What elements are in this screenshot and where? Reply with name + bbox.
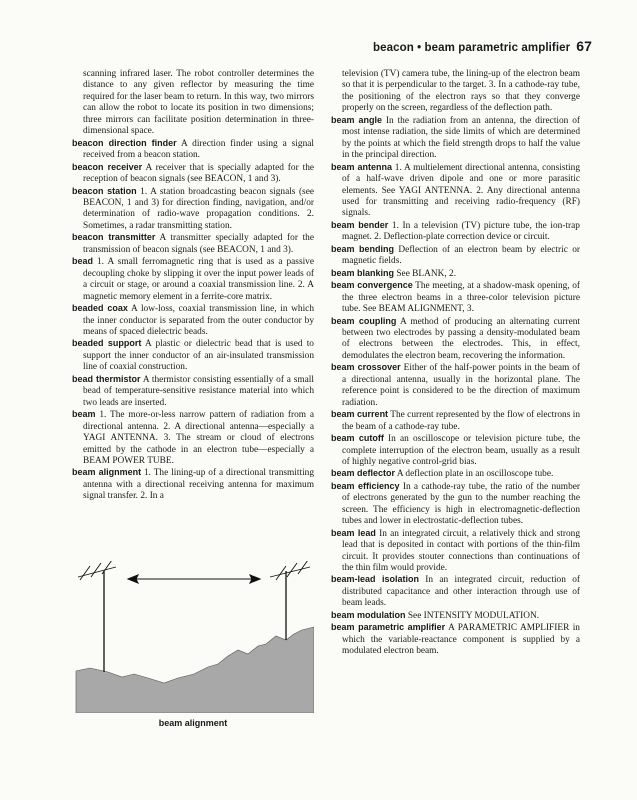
entry-term: bead: [72, 256, 94, 267]
entry-term: beacon direction finder: [72, 137, 177, 148]
beam-alignment-illustration: [72, 561, 314, 713]
glossary-entry: [331, 622, 580, 657]
entry-definition: television (TV) camera tube, the lining-up of the electron beam so that it is perpendicular to the target. 3. In a cathode-ray tube, the positioning of the electron rays so that they converge properly on the screen, regardless of the deflection path.: [342, 69, 580, 114]
right-antenna-elements: [270, 561, 310, 580]
entry-definition: 1. The lining-up of a directional transmitting antenna with a directional receiving antenna for maximum signal transfer. 2. In a: [83, 468, 315, 502]
entry-term: beacon transmitter: [72, 232, 156, 243]
entry-term: beam bender: [331, 219, 389, 230]
entry-definition: In an integrated circuit, a relatively thick and strong lead that is deposited in contact with portions of the thin-film circuit. It provides stouter connections than continuations of the thin film would provide.: [342, 528, 580, 574]
entry-definition: In an oscilloscope or television picture tube, the complete interruption of the electron beam, usually as a result of highly negative control-grid bias.: [342, 434, 580, 467]
entry-term: beam antenna: [331, 161, 392, 172]
header-title: beacon • beam parametric amplifier: [372, 42, 571, 54]
glossary-entry: [331, 162, 580, 220]
entry-term: beam convergence: [331, 280, 413, 291]
figure-caption: beam alignment: [158, 718, 228, 728]
glossary-entry: [331, 268, 580, 280]
left-antenna-elements: [78, 561, 116, 580]
entry-definition: See INTENSITY MODULATION.: [407, 610, 540, 621]
glossary-entry: [72, 256, 314, 303]
entry-term: beam-lead isolation: [331, 574, 419, 585]
entry-definition: Either of the half-power points in the beam of a directional antenna, usually in the horizontal plane. The reference point is considered to be the direction of maximum radiation.: [342, 363, 581, 408]
entry-term: beam crossover: [331, 362, 401, 373]
entry-definition: A deflection plate in an oscilloscope tube.: [396, 469, 554, 480]
entry-definition: A low-loss, coaxial transmission line, in which the inner conductor is separated from the outer conductor by means of spaced dielectric beads.: [83, 304, 315, 337]
entry-term: beam bending: [331, 243, 395, 254]
entry-definition: In the radiation from an antenna, the direction of most intense radiation, the side limits of which are determined by the points at which the field strength drops to half the value in the principal direction.: [342, 115, 580, 161]
glossary-entry: [72, 162, 314, 186]
entry-definition: A receiver that is specially adapted for the reception of beacon signals (see BEACON, 1 and 3).: [83, 162, 315, 185]
entry-definition: The meeting, at a shadow-mask opening, of the three electron beams in a three-color television picture tube. See BEAM ALIGNMENT, 3.: [342, 281, 580, 315]
entry-term: beam current: [331, 409, 389, 420]
glossary-entry: [331, 468, 580, 480]
entry-definition: See BLANK, 2.: [396, 268, 457, 279]
page-number: 67: [576, 38, 592, 54]
glossary-entry: [72, 338, 314, 373]
glossary-entry: [331, 409, 580, 433]
glossary-entry: [72, 186, 314, 233]
glossary-entry: [331, 316, 580, 363]
glossary-entry: [72, 467, 314, 502]
entry-definition: The current represented by the flow of electrons in the beam of a cathode-ray tube.: [342, 410, 580, 432]
glossary-entry: [72, 409, 314, 467]
entry-definition: A thermistor consisting essentially of a small bead of temperature-sensitive resistance material into which two leads are inserted.: [83, 374, 314, 408]
entry-definition: 1. The more-or-less narrow pattern of radiation from a directional antenna. 2. A directional antenna—especially a YAGI ANTENNA. 3. The stream or cloud of electrons emitted by the cathode in an electron tube—especially a BEAM POWER TUBE.: [83, 410, 314, 466]
entry-term: beacon station: [72, 185, 137, 196]
entry-term: beam coupling: [331, 315, 397, 326]
terrain-silhouette: [76, 627, 314, 713]
entry-definition: A PARAMETRIC AMPLIFIER in which the variable-reactance component is supplied by a modulated electron beam.: [342, 623, 580, 657]
glossary-entry: [72, 303, 314, 338]
continued-text: [72, 69, 314, 138]
entry-definition: 1. A small ferromagnetic ring that is used as a passive decoupling choke by slipping it over the input power leads of a circuit or stage, or around a coaxial transmission line. 2. A magnetic memory element in a ferrite-core matrix.: [83, 257, 314, 302]
entry-term: beaded coax: [72, 303, 128, 314]
entry-definition: 1. A station broadcasting beacon signals (see BEACON, 1 and 3) for direction finding, navigation, and/or determination of radio-wave propagation conditions. 2. Sometimes, a radar transmitting station.: [83, 186, 314, 231]
left-column: [72, 69, 314, 503]
entry-term: beam modulation: [331, 609, 406, 620]
entry-term: bead thermistor: [72, 373, 141, 384]
entry-term: beam lead: [331, 527, 376, 538]
glossary-entry: [72, 374, 314, 409]
glossary-entry: [72, 232, 314, 256]
glossary-entry: [331, 244, 580, 268]
glossary-entry: [331, 610, 580, 622]
entry-definition: In an integrated circuit, reduction of distributed capacitance and other interaction through use of beam leads.: [342, 575, 580, 609]
glossary-entry: [72, 138, 314, 162]
entry-definition: A transmitter specially adapted for the transmission of beacon signals (see BEACON, 1 and 3).: [83, 233, 314, 255]
glossary-entry: [331, 433, 580, 468]
entry-definition: A plastic or dielectric bead that is used to support the inner conductor of an air-insulated transmission line of coaxial construction.: [83, 339, 314, 373]
glossary-entry: [331, 528, 580, 575]
continued-text: [331, 69, 580, 115]
entry-definition: 1. A multielement directional antenna, consisting of a half-wave driven dipole and one or more parasitic elements. See YAGI ANTENNA. 2. Any directional antenna used for transmitting and receiving radio-frequency (RF) signals.: [342, 162, 580, 219]
running-header: [373, 38, 592, 54]
entry-definition: A direction finder using a signal received from a beacon station.: [83, 138, 314, 161]
entry-definition: scanning infrared laser. The robot controller determines the distance to any given reflector by measuring the time required for the laser beam to return. In this way, two mirrors can allow the robot to locate its position in two dimensions; three mirrors can facilitate position determination in three-dimensional space.: [83, 69, 314, 137]
right-column: [331, 69, 580, 658]
entry-term: beacon receiver: [72, 161, 143, 172]
beam-alignment-figure: [72, 561, 314, 713]
entry-term: beaded support: [72, 338, 142, 349]
glossary-entry: [331, 362, 580, 409]
glossary-entry: [331, 574, 580, 609]
entry-term: beam efficiency: [331, 480, 400, 491]
glossary-entry: [331, 220, 580, 244]
entry-term: beam parametric amplifier: [331, 622, 446, 633]
entry-term: beam blanking: [331, 267, 395, 278]
entry-definition: A method of producing an alternating current between two electrodes by passing a density-modulated beam of electrons between the electrodes. This, in effect, demodulates the electron beam, recovering the information.: [342, 316, 580, 361]
glossary-entry: [331, 115, 580, 162]
glossary-entry: [331, 481, 580, 528]
entry-term: beam angle: [331, 114, 383, 125]
glossary-entry: [331, 280, 580, 315]
entry-term: beam cutoff: [331, 433, 384, 444]
entry-term: beam: [72, 409, 96, 420]
alignment-arrow: [128, 575, 260, 583]
entry-term: beam deflector: [331, 468, 396, 479]
entry-term: beam alignment: [72, 467, 142, 478]
entry-definition: In a cathode-ray tube, the ratio of the number of electrons generated by the gun to the number reaching the screen. The efficiency is high in electromagnetic-deflection tubes and lower in electrostatic-deflection tubes.: [342, 481, 581, 527]
entry-definition: 1. In a television (TV) picture tube, the ion-trap magnet. 2. Deflection-plate correction device or circuit.: [342, 220, 580, 243]
entry-definition: Deflection of an electron beam by electric or magnetic fields.: [342, 244, 580, 267]
